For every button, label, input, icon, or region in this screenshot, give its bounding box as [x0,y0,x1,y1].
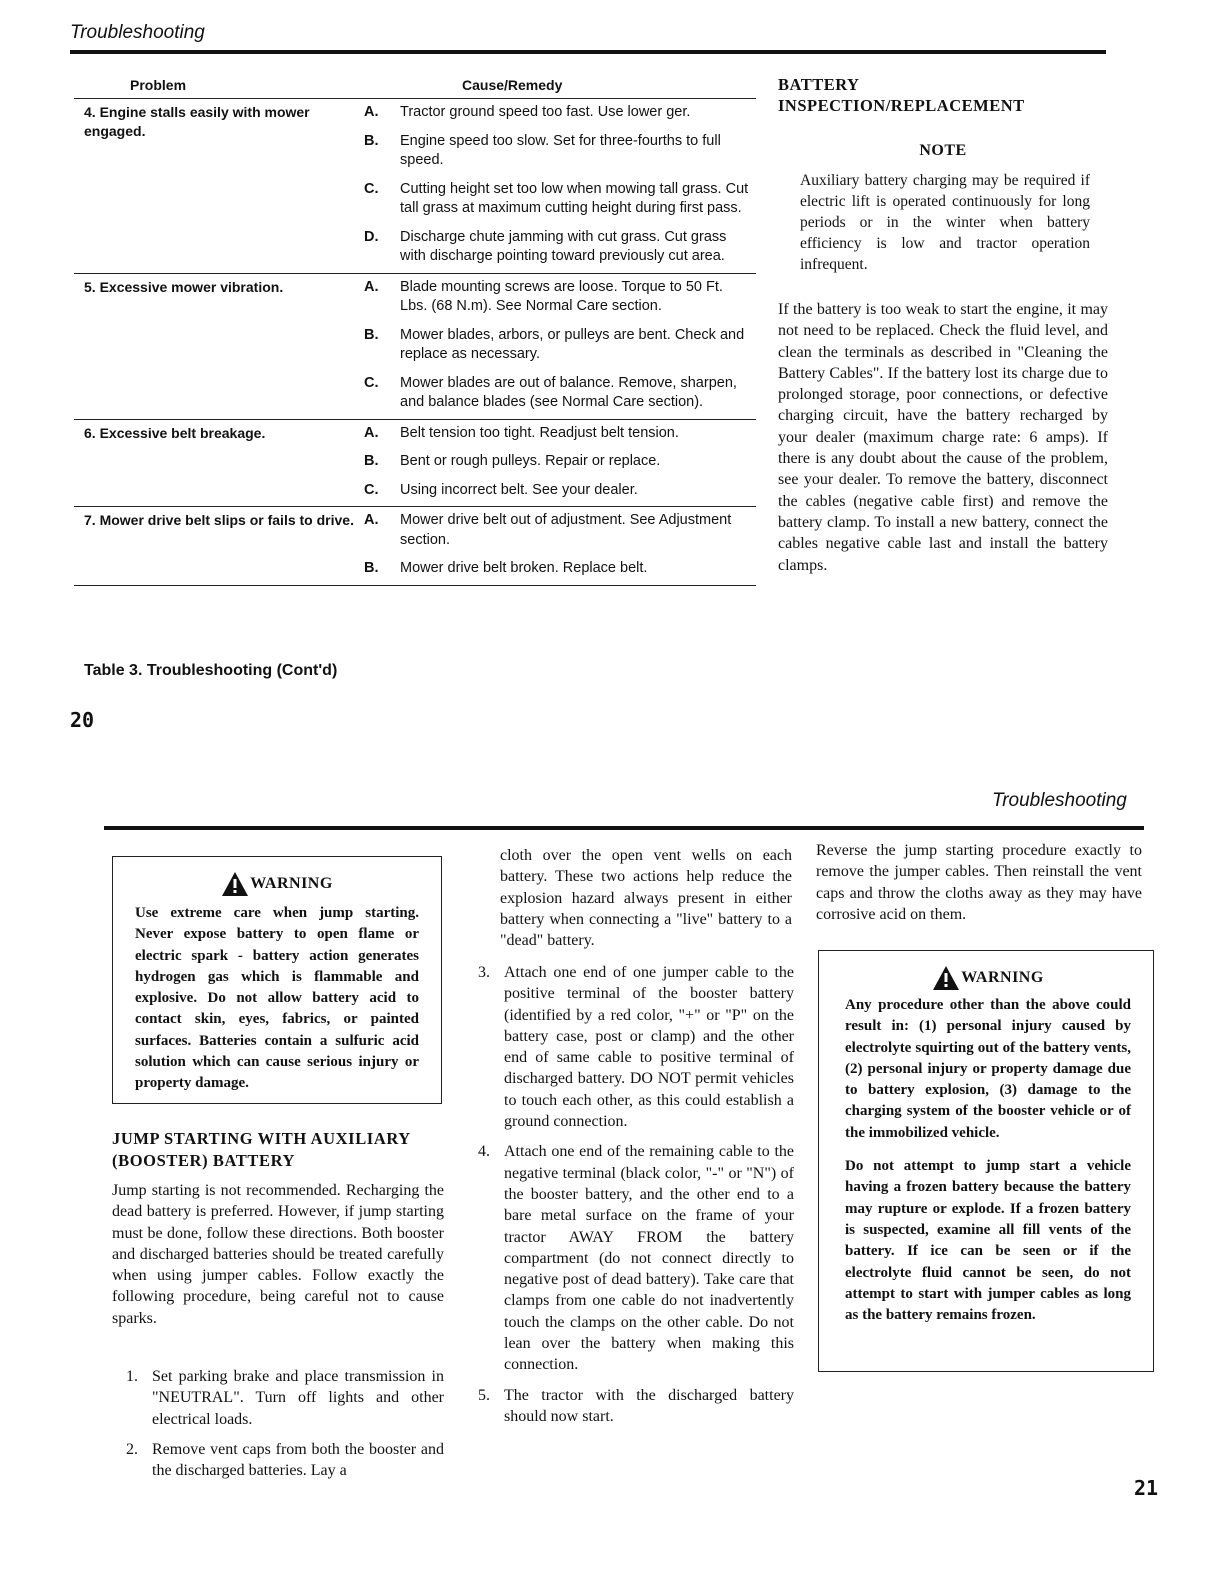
section-heading: BATTERY INSPECTION/REPLACEMENT [778,75,1025,115]
remedy-text: Mower blades, arbors, or pulleys are bent. Check and replace as necessary. [400,326,745,362]
remedy-item [364,278,756,317]
step-item [478,1385,794,1428]
table-row [74,273,756,419]
warning-text: Do not attempt to jump start a vehicle having a frozen battery because the battery may rupture or explode. If a frozen battery is suspected, examine all fill vents of the battery. If ice can be seen or if the electrolyte fluid cannot be seen, do not attempt to start with jumper cables as long as the battery remains frozen. [845,1158,1131,1324]
remedy-text: Mower blades are out of balance. Remove, sharpen, and balance blades (see Normal Care section). [400,374,737,410]
step-list [478,962,794,1427]
step2-continuation: cloth over the open vent wells on each battery. These two actions help reduce the explosion hazard always present in either battery when connecting a "live" battery to a "dead" battery. [500,847,792,950]
warning-title [845,965,1131,991]
section-header: Troubleshooting [992,790,1127,811]
remedy-text: Cutting height set too low when mowing tall grass. Cut tall grass at maximum cutting height during first pass. [400,180,749,216]
remedy-list [364,511,756,579]
step-item [126,1366,444,1430]
warning-label: WARNING [250,875,333,892]
remedy-list [364,103,756,267]
step-number: 3. [478,964,490,981]
step-number: 2. [126,1440,138,1458]
table-row [74,98,756,273]
remedy-item [364,481,756,501]
remedy-letter: A. [364,278,379,295]
remedy-item [364,374,756,413]
remedy-letter: D. [364,228,379,245]
warning-triangle-icon [932,965,960,991]
section-header: Troubleshooting [70,22,205,43]
remedy-letter: B. [364,132,379,149]
step-number: 4. [478,1143,490,1161]
warning-box [818,950,1154,1372]
step-item [478,962,794,1132]
troubleshooting-table [74,74,756,586]
table-header [74,74,756,98]
remedy-item [364,559,756,579]
step-item [126,1439,444,1482]
remedy-text: Blade mounting screws are loose. Torque to 50 Ft. Lbs. (68 N.m). See Normal Care section. [400,278,723,314]
remedy-letter: B. [364,326,379,343]
table-caption: Table 3. Troubleshooting (Cont'd) [84,662,338,679]
battery-paragraph: If the battery is too weak to start the engine, it may not need to be replaced. Check the fluid level, and clean the terminals as described in "Cleaning the Battery Cables". If the battery lost its charge due to prolonged storage, poor connections, or defective charging circuit, have the battery recharged by your dealer (maximum charge rate: 6 amps). If there is any doubt about the cause of the problem, see your dealer. To remove the battery, disconnect the cables (negative cable first) and remove the battery clamp. To install a new battery, connect the cables negative cable last and install the battery clamps. [778,301,1108,574]
remedy-text: Tractor ground speed too fast. Use lower ger. [400,104,691,120]
remedy-item [364,103,756,123]
column-header-cause: Cause/Remedy [462,77,563,93]
jump-intro: Jump starting is not recommended. Recharging the dead battery is preferred. However, if jump starting must be done, follow these directions. Both booster and discharged batteries should be treated carefully when using jumper cables. Follow exactly the following procedure, being careful not to cause sparks. [112,1182,444,1327]
remedy-letter: C. [364,180,379,197]
remedy-item [364,326,756,365]
steps-col1 [126,1366,444,1490]
remedy-text: Discharge chute jamming with cut grass. Cut grass with discharge pointing toward previously cut area. [400,228,727,264]
remedy-letter: C. [364,481,379,498]
remedy-item [364,180,756,219]
step-list [126,1366,444,1481]
page-number: 21 [1134,1476,1159,1500]
remedy-letter: A. [364,512,379,528]
jump-starting-heading: JUMP STARTING WITH AUXILIARY (BOOSTER) BATTERY [112,1129,411,1170]
step-text: Attach one end of the remaining cable to the negative terminal (black color, "-" or "N") of the booster battery, and the other end to a bare metal surface on the frame of your tractor AWAY FROM the battery compartment (do not connect directly to negative post of dead battery). Take care that clamps from one cable do not inadvertently touch the clamps on the other cable. Do not lean over the battery when making this connection. [504,1143,794,1374]
remedy-item [364,511,756,550]
problem-cell: 4. Engine stalls easily with mower engaged. [84,104,310,139]
table-body [74,98,756,586]
step-item [478,1141,794,1375]
header-rule [104,826,1144,830]
remedy-letter: B. [364,560,379,576]
warning-title [135,871,419,897]
step-text: Attach one end of one jumper cable to the positive terminal of the booster battery (identified by a red color, "+" or "P" on the battery case, post or clamp) and the other end of same cable to positive terminal of discharged battery. DO NOT permit vehicles to touch each other, as this could establish a ground connection. [504,964,794,1131]
step-text: Set parking brake and place transmission in "NEUTRAL". Turn off lights and other electrical loads. [152,1368,444,1428]
remedy-letter: B. [364,453,379,469]
warning-box [112,856,442,1104]
warning-triangle-icon [221,871,249,897]
table-row [74,419,756,507]
warning-text: Use extreme care when jump starting. Never expose battery to open flame or electric spark - battery action generates hydrogen gas which is flammable and explosive. Do not allow battery acid to contact skin, eyes, fabrics, or painted surfaces. Batteries contain a sulfuric acid solution which can cause serious injury or property damage. [135,905,419,1092]
remedy-letter: A. [364,104,379,120]
battery-section [778,74,1108,576]
remedy-text: Engine speed too slow. Set for three-fourths to full speed. [400,132,721,168]
page-number: 20 [70,708,95,732]
header-rule [70,50,1106,54]
column-header-problem: Problem [130,77,187,93]
steps-col2 [478,962,794,1436]
remedy-text: Mower drive belt broken. Replace belt. [400,560,648,576]
reverse-procedure-text: Reverse the jump starting procedure exactly to remove the jumper cables. Then reinstall the vent caps and throw the cloths away as they may have corrosive acid on them. [816,842,1142,923]
remedy-text: Bent or rough pulleys. Repair or replace. [400,453,661,469]
remedy-letter: A. [364,424,379,441]
note-title: NOTE [919,142,967,159]
warning-label: WARNING [961,969,1044,986]
remedy-item [364,424,756,444]
step-text: Remove vent caps from both the booster and the discharged batteries. Lay a [152,1440,444,1480]
remedy-list [364,424,756,501]
step-number: 1. [126,1368,138,1385]
remedy-item [364,452,756,472]
problem-cell: 6. Excessive belt breakage. [84,424,266,441]
remedy-text: Using incorrect belt. See your dealer. [400,481,638,498]
problem-cell: 7. Mower drive belt slips or fails to drive. [84,512,354,528]
step-text: The tractor with the discharged battery should now start. [504,1386,794,1425]
remedy-text: Belt tension too tight. Readjust belt tension. [400,424,679,441]
problem-cell: 5. Excessive mower vibration. [84,278,284,295]
step-number: 5. [478,1386,490,1404]
remedy-item [364,228,756,267]
note-text: Auxiliary battery charging may be required if electric lift is operated continuously for long periods or in the winter when battery efficiency is low and tractor operation infrequent. [800,172,1090,273]
remedy-letter: C. [364,374,379,391]
remedy-text: Mower drive belt out of adjustment. See Adjustment section. [400,512,732,548]
table-row [74,506,756,586]
remedy-list [364,278,756,413]
warning-text: Any procedure other than the above could result in: (1) personal injury caused by electrolyte squirting out of the battery vents, (2) personal injury or property damage due to battery explosion, (3) damage to the charging system of the booster vehicle or of the immobilized vehicle. [845,997,1131,1141]
remedy-item [364,132,756,171]
